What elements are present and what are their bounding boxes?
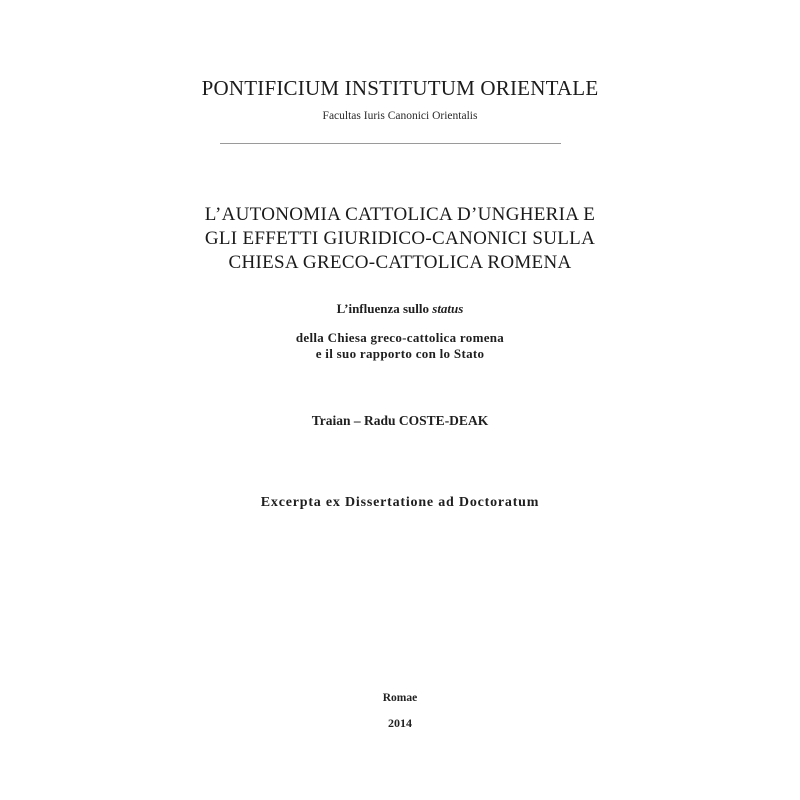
title-line-1: L’AUTONOMIA CATTOLICA D’UNGHERIA E [204, 204, 596, 225]
title-line-2: GLI EFFETTI GIURIDICO-CANONICI SULLA [204, 228, 596, 249]
author-name: Traian – Radu COSTE-DEAK [311, 413, 489, 428]
excerpta-label: Excerpta ex Dissertatione ad Doctoratum [260, 495, 540, 510]
subtitle-emphasis: status [432, 301, 464, 316]
description-line-1: della Chiesa greco-cattolica romena [295, 330, 505, 345]
header-divider [220, 143, 561, 144]
description-line-2: e il suo rapporto con lo Stato [315, 346, 485, 361]
title-line-3: CHIESA GRECO-CATTOLICA ROMENA [228, 252, 572, 273]
subtitle-description [0, 330, 800, 362]
subtitle [0, 301, 800, 317]
subtitle-prefix: L’influenza sullo [336, 301, 433, 316]
dissertation-title [0, 203, 800, 275]
publication-year: 2014 [388, 716, 412, 730]
publication-place: Romae [382, 692, 418, 704]
institution-name: PONTIFICIUM INSTITUTUM ORIENTALE [201, 76, 599, 100]
faculty-name: Facultas Iuris Canonici Orientalis [322, 110, 478, 122]
